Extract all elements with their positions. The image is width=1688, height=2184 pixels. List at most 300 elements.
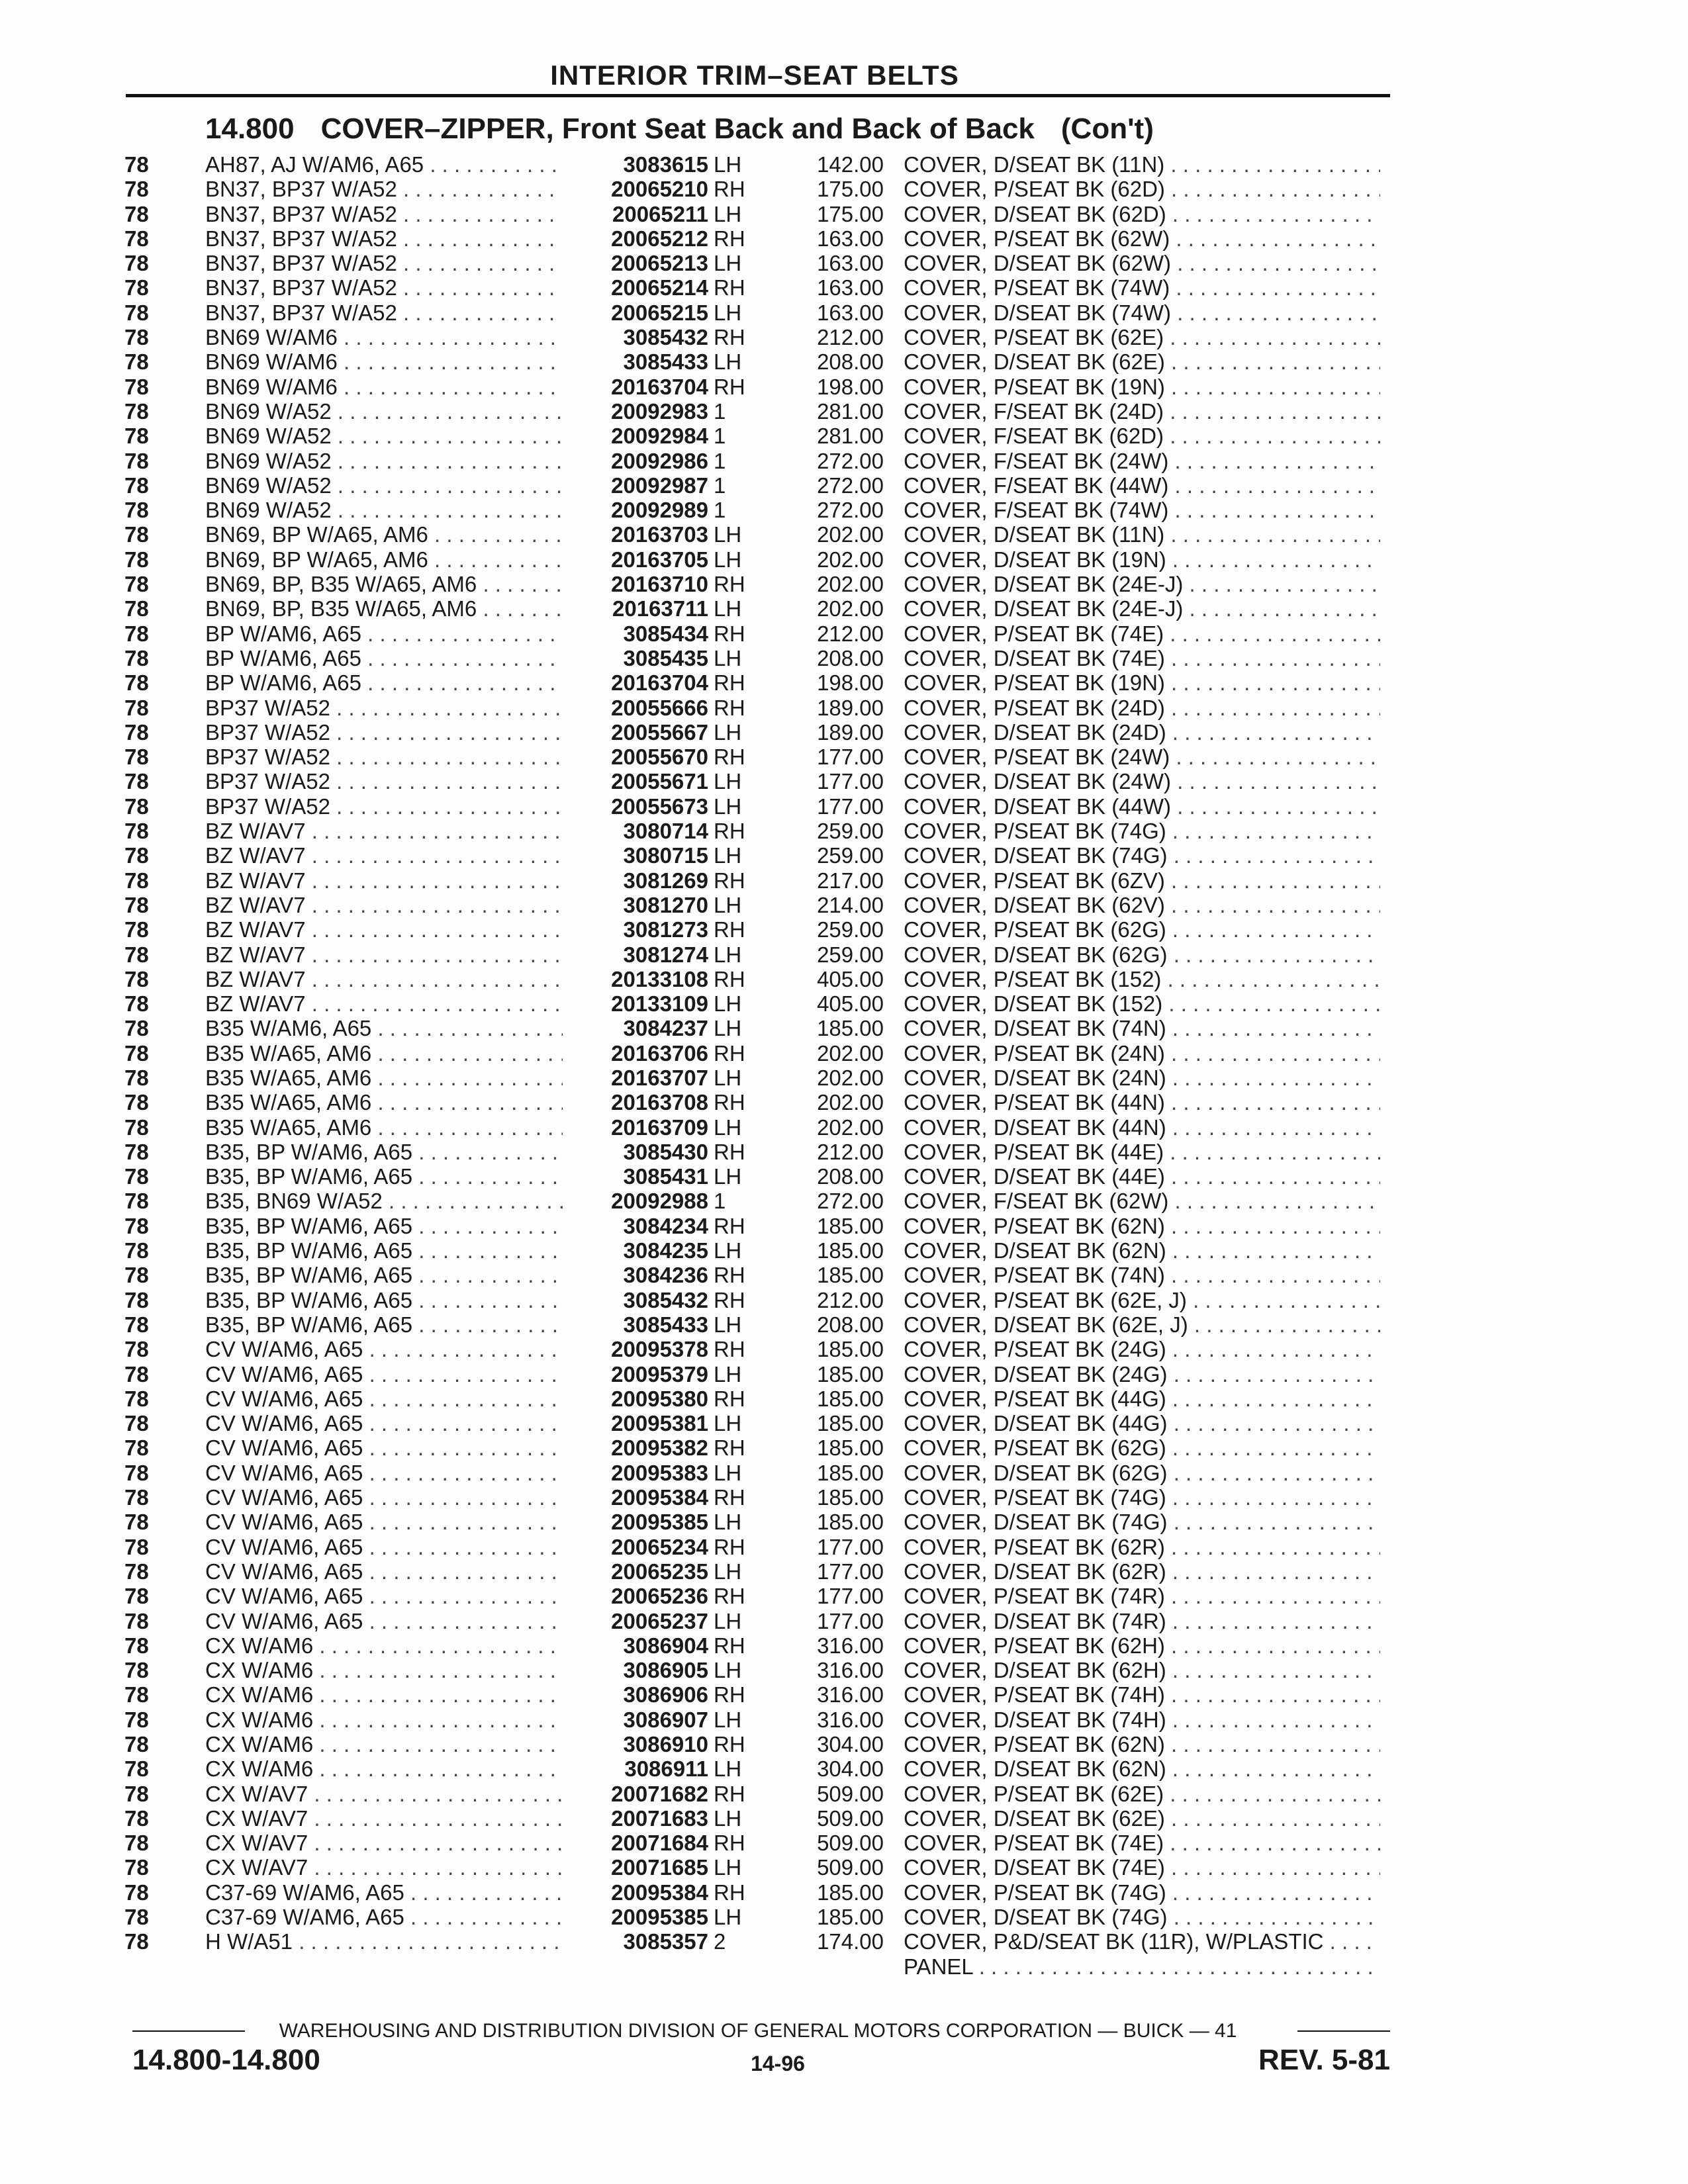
price: 208.00 xyxy=(817,645,884,670)
price: 142.00 xyxy=(817,152,884,177)
part-number: 20055673 xyxy=(566,794,708,819)
price: 202.00 xyxy=(817,1065,884,1090)
part-number: 20055666 xyxy=(566,696,708,720)
table-row xyxy=(0,1115,1688,1140)
description: COVER, D/SEAT BK (62H) . . . xyxy=(904,1658,1380,1682)
page-header: INTERIOR TRIM–SEAT BELTS xyxy=(550,60,959,91)
usage-text: BP W/AM6, A65 . . . xyxy=(205,670,563,695)
figure-number: 78 xyxy=(124,251,149,276)
price: 177.00 xyxy=(817,745,884,770)
quantity: RH xyxy=(714,1633,745,1658)
description: COVER, F/SEAT BK (62W) . . . xyxy=(904,1189,1380,1213)
part-number: 20163704 xyxy=(566,375,708,399)
part-number: 20065214 xyxy=(566,275,708,300)
description: COVER, P/SEAT BK (62N) . . . xyxy=(904,1732,1380,1756)
table-row xyxy=(0,1905,1688,1929)
table-row xyxy=(0,1535,1688,1559)
quantity: RH xyxy=(714,1682,745,1707)
figure-number: 78 xyxy=(124,745,149,770)
usage-text: BZ W/AV7 . . . xyxy=(205,819,563,843)
price: 316.00 xyxy=(817,1707,884,1732)
part-number: 20163704 xyxy=(566,670,708,695)
price: 509.00 xyxy=(817,1855,884,1880)
description: COVER, D/SEAT BK (62N) . . . xyxy=(904,1756,1380,1781)
table-row xyxy=(0,1929,1688,1954)
price: 208.00 xyxy=(817,1312,884,1337)
price: 272.00 xyxy=(817,473,884,498)
table-row xyxy=(0,819,1688,843)
table-row xyxy=(0,1164,1688,1189)
quantity: LH xyxy=(714,152,742,177)
price: 212.00 xyxy=(817,621,884,646)
price: 185.00 xyxy=(817,1880,884,1905)
quantity: LH xyxy=(714,1805,742,1831)
figure-number: 78 xyxy=(124,1929,149,1954)
quantity: RH xyxy=(714,1880,745,1905)
part-number: 3083615 xyxy=(566,152,708,177)
price: 509.00 xyxy=(817,1831,884,1856)
table-row xyxy=(0,1782,1688,1806)
part-number: 20092983 xyxy=(566,399,708,424)
usage-text: CX W/AM6 . . . xyxy=(205,1732,563,1756)
table-row xyxy=(0,769,1688,794)
part-number: 20092984 xyxy=(566,424,708,448)
quantity: 2 xyxy=(714,1929,726,1954)
table-row xyxy=(0,1090,1688,1115)
description: COVER, F/SEAT BK (24W) . . . xyxy=(904,449,1380,473)
part-number: 20163703 xyxy=(566,522,708,547)
figure-number: 78 xyxy=(124,1090,149,1115)
price: 177.00 xyxy=(817,769,884,794)
figure-number: 78 xyxy=(124,275,149,300)
quantity: 1 xyxy=(714,473,726,498)
part-number: 3086905 xyxy=(566,1658,708,1682)
table-row xyxy=(0,1831,1688,1855)
usage-text: CX W/AM6 . . . xyxy=(205,1682,563,1707)
part-number: 20071685 xyxy=(566,1855,708,1880)
part-number: 20065236 xyxy=(566,1584,708,1608)
table-row xyxy=(0,1855,1688,1880)
section-number: 14.800 xyxy=(205,113,295,145)
description: COVER, D/SEAT BK (74G) . . . xyxy=(904,1905,1380,1929)
price: 185.00 xyxy=(817,1238,884,1263)
usage-text: BN69, BP, B35 W/A65, AM6 . . . xyxy=(205,572,563,596)
table-row xyxy=(0,1140,1688,1164)
table-row xyxy=(0,325,1688,349)
price: 212.00 xyxy=(817,325,884,350)
part-number: 20065234 xyxy=(566,1535,708,1559)
usage-text: BN69, BP W/A65, AM6 . . . xyxy=(205,547,563,572)
quantity: RH xyxy=(714,572,745,597)
part-number: 20065210 xyxy=(566,177,708,201)
quantity: LH xyxy=(714,1361,742,1387)
table-row xyxy=(0,1633,1688,1658)
usage-text: BP W/AM6, A65 . . . xyxy=(205,621,563,646)
quantity: LH xyxy=(714,1411,742,1436)
description: COVER, F/SEAT BK (44W) . . . xyxy=(904,473,1380,498)
table-row xyxy=(0,1584,1688,1608)
section-continued: (Con't) xyxy=(1060,113,1154,145)
description: COVER, D/SEAT BK (24E-J) . . . xyxy=(904,572,1380,596)
usage-text: CX W/AM6 . . . xyxy=(205,1707,563,1732)
figure-number: 78 xyxy=(124,670,149,696)
price: 185.00 xyxy=(817,1435,884,1461)
usage-text: CV W/AM6, A65 . . . xyxy=(205,1584,563,1608)
description: COVER, D/SEAT BK (62E, J) . . . xyxy=(904,1312,1380,1337)
footer-division-text: WAREHOUSING AND DISTRIBUTION DIVISION OF GENERAL MOTORS CORPORATION — BUICK — 41 xyxy=(279,2020,1237,2042)
table-row xyxy=(0,547,1688,572)
figure-number: 78 xyxy=(124,868,149,893)
part-number: 20071683 xyxy=(566,1806,708,1831)
usage-text: BP37 W/A52 . . . xyxy=(205,745,563,769)
figure-number: 78 xyxy=(124,1732,149,1756)
table-row xyxy=(0,522,1688,547)
quantity: RH xyxy=(714,325,745,350)
part-number: 20071684 xyxy=(566,1831,708,1855)
usage-text: CV W/AM6, A65 . . . xyxy=(205,1337,563,1361)
usage-text: CV W/AM6, A65 . . . xyxy=(205,1485,563,1510)
table-row xyxy=(0,1510,1688,1534)
price: 177.00 xyxy=(817,1608,884,1633)
figure-number: 78 xyxy=(124,1534,149,1559)
price: 281.00 xyxy=(817,398,884,424)
usage-text: BN69, BP W/A65, AM6 . . . xyxy=(205,522,563,547)
description: COVER, D/SEAT BK (74G) . . . xyxy=(904,1510,1380,1534)
part-number: 3085431 xyxy=(566,1164,708,1189)
description: COVER, D/SEAT BK (152) . . . xyxy=(904,991,1380,1016)
description: COVER, D/SEAT BK (44E) . . . xyxy=(904,1164,1380,1189)
part-number: 3085432 xyxy=(566,325,708,349)
usage-text: B35, BN69 W/A52 . . . xyxy=(205,1189,563,1213)
quantity: RH xyxy=(714,374,745,399)
table-row xyxy=(0,1732,1688,1756)
figure-number: 78 xyxy=(124,991,149,1017)
price: 163.00 xyxy=(817,226,884,251)
part-number: 20092986 xyxy=(566,449,708,473)
figure-number: 78 xyxy=(124,819,149,844)
figure-number: 78 xyxy=(124,794,149,819)
figure-number: 78 xyxy=(124,1189,149,1214)
table-row xyxy=(0,1435,1688,1460)
part-number: 20163707 xyxy=(566,1066,708,1090)
usage-text: CV W/AM6, A65 . . . xyxy=(205,1461,563,1485)
description: COVER, D/SEAT BK (24D) . . . xyxy=(904,720,1380,745)
part-number: 3084237 xyxy=(566,1016,708,1040)
table-row xyxy=(0,152,1688,177)
description: COVER, D/SEAT BK (74W) . . . xyxy=(904,300,1380,325)
usage-text: BN37, BP37 W/A52 . . . xyxy=(205,275,563,300)
usage-text: BZ W/AV7 . . . xyxy=(205,893,563,917)
price: 208.00 xyxy=(817,1164,884,1189)
usage-text: BP37 W/A52 . . . xyxy=(205,794,563,819)
quantity: RH xyxy=(714,177,745,202)
part-number: 20163708 xyxy=(566,1090,708,1115)
usage-text: BZ W/AV7 . . . xyxy=(205,917,563,942)
description: COVER, D/SEAT BK (44W) . . . xyxy=(904,794,1380,819)
table-row xyxy=(0,596,1688,621)
quantity: LH xyxy=(714,596,742,621)
table-row xyxy=(0,794,1688,819)
description: COVER, P/SEAT BK (62G) . . . xyxy=(904,917,1380,942)
table-row xyxy=(0,1214,1688,1238)
usage-text: B35, BP W/AM6, A65 . . . xyxy=(205,1238,563,1263)
part-number: 20095384 xyxy=(566,1880,708,1905)
table-row xyxy=(0,696,1688,720)
figure-number: 78 xyxy=(124,1707,149,1732)
quantity: LH xyxy=(714,1510,742,1535)
description: COVER, P/SEAT BK (74G) . . . xyxy=(904,1880,1380,1905)
description: COVER, P/SEAT BK (74E) . . . xyxy=(904,1831,1380,1855)
description: COVER, D/SEAT BK (62E) . . . xyxy=(904,349,1380,374)
table-row xyxy=(0,572,1688,596)
usage-text: BN37, BP37 W/A52 . . . xyxy=(205,177,563,201)
quantity: RH xyxy=(714,966,745,991)
part-number: 3085357 xyxy=(566,1929,708,1954)
quantity: LH xyxy=(714,942,742,967)
figure-number: 78 xyxy=(124,349,149,375)
description: COVER, P/SEAT BK (19N) . . . xyxy=(904,375,1380,399)
quantity: RH xyxy=(714,1213,745,1238)
part-number: 3081274 xyxy=(566,942,708,967)
part-number: 20095379 xyxy=(566,1362,708,1387)
part-number: 3085433 xyxy=(566,1312,708,1337)
description: COVER, D/SEAT BK (24E-J) . . . xyxy=(904,596,1380,621)
price: 185.00 xyxy=(817,1213,884,1238)
quantity: RH xyxy=(714,275,745,300)
part-number: 20095381 xyxy=(566,1411,708,1435)
usage-text: B35, BP W/AM6, A65 . . . xyxy=(205,1263,563,1287)
description: COVER, F/SEAT BK (24D) . . . xyxy=(904,399,1380,424)
table-row xyxy=(0,1263,1688,1287)
usage-text: B35 W/AM6, A65 . . . xyxy=(205,1016,563,1040)
price: 163.00 xyxy=(817,300,884,325)
quantity: LH xyxy=(714,1460,742,1485)
usage-text: CV W/AM6, A65 . . . xyxy=(205,1510,563,1534)
table-row xyxy=(0,1461,1688,1485)
description: PANEL . . . xyxy=(904,1954,1380,1979)
quantity: RH xyxy=(714,226,745,251)
table-row xyxy=(0,1238,1688,1263)
description: COVER, P/SEAT BK (24W) . . . xyxy=(904,745,1380,769)
table-row xyxy=(0,745,1688,769)
table-row xyxy=(0,202,1688,226)
price: 185.00 xyxy=(817,1460,884,1485)
description: COVER, P/SEAT BK (74G) . . . xyxy=(904,819,1380,843)
quantity: LH xyxy=(714,769,742,794)
quantity: RH xyxy=(714,1287,745,1312)
usage-text: CX W/AV7 . . . xyxy=(205,1855,563,1880)
table-row xyxy=(0,1337,1688,1361)
price: 259.00 xyxy=(817,917,884,942)
part-number: 3081270 xyxy=(566,893,708,917)
part-number: 20055670 xyxy=(566,745,708,769)
quantity: LH xyxy=(714,1016,742,1041)
part-number: 3084235 xyxy=(566,1238,708,1263)
part-number: 20095385 xyxy=(566,1905,708,1929)
usage-text: CX W/AM6 . . . xyxy=(205,1756,563,1781)
usage-text: B35 W/A65, AM6 . . . xyxy=(205,1115,563,1140)
usage-text: BN69 W/AM6 . . . xyxy=(205,325,563,349)
price: 175.00 xyxy=(817,201,884,226)
price: 185.00 xyxy=(817,1905,884,1930)
description: COVER, D/SEAT BK (62V) . . . xyxy=(904,893,1380,917)
figure-number: 78 xyxy=(124,1510,149,1535)
part-number: 3080715 xyxy=(566,843,708,868)
usage-text: CV W/AM6, A65 . . . xyxy=(205,1411,563,1435)
figure-number: 78 xyxy=(124,843,149,868)
usage-text: CX W/AV7 . . . xyxy=(205,1782,563,1806)
figure-number: 78 xyxy=(124,473,149,498)
part-number: 20055667 xyxy=(566,720,708,745)
usage-text: C37-69 W/AM6, A65 . . . xyxy=(205,1905,563,1929)
quantity: LH xyxy=(714,1658,742,1683)
quantity: 1 xyxy=(714,498,726,523)
part-number: 20092987 xyxy=(566,473,708,498)
description: COVER, D/SEAT BK (62D) . . . xyxy=(904,202,1380,226)
price: 185.00 xyxy=(817,1411,884,1436)
quantity: RH xyxy=(714,1435,745,1461)
description: COVER, P/SEAT BK (62W) . . . xyxy=(904,226,1380,251)
figure-number: 78 xyxy=(124,596,149,621)
description: COVER, P/SEAT BK (62E, J) . . . xyxy=(904,1288,1380,1312)
description: COVER, D/SEAT BK (19N) . . . xyxy=(904,547,1380,572)
usage-text: B35, BP W/AM6, A65 . . . xyxy=(205,1312,563,1337)
description: COVER, D/SEAT BK (62G) . . . xyxy=(904,942,1380,967)
figure-number: 78 xyxy=(124,1584,149,1609)
usage-text: BZ W/AV7 . . . xyxy=(205,991,563,1016)
usage-text: BN69 W/A52 . . . xyxy=(205,498,563,522)
usage-text: AH87, AJ W/AM6, A65 . . . xyxy=(205,152,563,177)
usage-text: BN69 W/AM6 . . . xyxy=(205,375,563,399)
figure-number: 78 xyxy=(124,1411,149,1436)
price: 405.00 xyxy=(817,966,884,991)
usage-text: BN37, BP37 W/A52 . . . xyxy=(205,251,563,275)
usage-text: B35 W/A65, AM6 . . . xyxy=(205,1090,563,1115)
footer-section-range: 14.800-14.800 xyxy=(132,2044,320,2076)
table-row xyxy=(0,473,1688,498)
usage-text: BZ W/AV7 . . . xyxy=(205,868,563,893)
figure-number: 78 xyxy=(124,1040,149,1066)
price: 174.00 xyxy=(817,1929,884,1954)
description: COVER, P/SEAT BK (74N) . . . xyxy=(904,1263,1380,1287)
part-number: 3085435 xyxy=(566,646,708,670)
price: 185.00 xyxy=(817,1510,884,1535)
part-number: 20163710 xyxy=(566,572,708,596)
quantity: LH xyxy=(714,719,742,745)
part-number: 20065213 xyxy=(566,251,708,275)
price: 281.00 xyxy=(817,424,884,449)
part-number: 3085432 xyxy=(566,1288,708,1312)
figure-number: 78 xyxy=(124,1485,149,1510)
figure-number: 78 xyxy=(124,300,149,325)
description: COVER, P/SEAT BK (24N) . . . xyxy=(904,1041,1380,1066)
quantity: LH xyxy=(714,991,742,1017)
price: 185.00 xyxy=(817,1263,884,1288)
part-number: 3086906 xyxy=(566,1682,708,1707)
figure-number: 78 xyxy=(124,1361,149,1387)
price: 272.00 xyxy=(817,448,884,473)
price: 304.00 xyxy=(817,1732,884,1756)
quantity: LH xyxy=(714,1707,742,1732)
usage-text: CV W/AM6, A65 . . . xyxy=(205,1387,563,1411)
figure-number: 78 xyxy=(124,152,149,177)
table-row xyxy=(0,1682,1688,1707)
description: COVER, P/SEAT BK (74R) . . . xyxy=(904,1584,1380,1608)
figure-number: 78 xyxy=(124,942,149,967)
part-number: 3081273 xyxy=(566,917,708,942)
figure-number: 78 xyxy=(124,1880,149,1905)
description: COVER, P/SEAT BK (24D) . . . xyxy=(904,696,1380,720)
table-row xyxy=(0,424,1688,448)
price: 177.00 xyxy=(817,1534,884,1559)
usage-text: BZ W/AV7 . . . xyxy=(205,843,563,868)
figure-number: 78 xyxy=(124,572,149,597)
price: 509.00 xyxy=(817,1781,884,1806)
description: COVER, D/SEAT BK (62G) . . . xyxy=(904,1461,1380,1485)
part-number: 20065212 xyxy=(566,226,708,251)
part-number: 3085430 xyxy=(566,1140,708,1164)
part-number: 20163705 xyxy=(566,547,708,572)
usage-text: B35 W/A65, AM6 . . . xyxy=(205,1041,563,1066)
part-number: 20095384 xyxy=(566,1485,708,1510)
usage-text: BP37 W/A52 . . . xyxy=(205,696,563,720)
quantity: RH xyxy=(714,1263,745,1288)
table-row xyxy=(0,720,1688,745)
description: COVER, D/SEAT BK (62N) . . . xyxy=(904,1238,1380,1263)
table-row xyxy=(0,1806,1688,1831)
quantity: RH xyxy=(714,868,745,893)
part-number: 3086911 xyxy=(566,1756,708,1781)
description: COVER, D/SEAT BK (11N) . . . xyxy=(904,522,1380,547)
price: 316.00 xyxy=(817,1633,884,1658)
header-rule xyxy=(126,94,1390,97)
quantity: RH xyxy=(714,1337,745,1362)
price: 202.00 xyxy=(817,1040,884,1066)
usage-text: H W/A51 . . . xyxy=(205,1929,563,1954)
figure-number: 78 xyxy=(124,719,149,745)
table-row xyxy=(0,646,1688,670)
usage-text: CV W/AM6, A65 . . . xyxy=(205,1362,563,1387)
footer-page-number: 14-96 xyxy=(751,2052,805,2075)
table-row xyxy=(0,942,1688,967)
usage-text: CV W/AM6, A65 . . . xyxy=(205,1609,563,1633)
figure-number: 78 xyxy=(124,1608,149,1633)
description: COVER, P/SEAT BK (6ZV) . . . xyxy=(904,868,1380,893)
part-number: 20163706 xyxy=(566,1041,708,1066)
price: 163.00 xyxy=(817,275,884,300)
part-number: 20095380 xyxy=(566,1387,708,1411)
table-row xyxy=(0,1312,1688,1337)
part-number: 3086907 xyxy=(566,1707,708,1732)
usage-text: BN37, BP37 W/A52 . . . xyxy=(205,202,563,226)
price: 202.00 xyxy=(817,572,884,597)
figure-number: 78 xyxy=(124,498,149,523)
price: 212.00 xyxy=(817,1287,884,1312)
description: COVER, P/SEAT BK (74W) . . . xyxy=(904,275,1380,300)
price: 185.00 xyxy=(817,1361,884,1387)
price: 185.00 xyxy=(817,1485,884,1510)
price: 405.00 xyxy=(817,991,884,1017)
price: 177.00 xyxy=(817,1584,884,1609)
part-number: 20071682 xyxy=(566,1782,708,1806)
figure-number: 78 xyxy=(124,522,149,547)
figure-number: 78 xyxy=(124,547,149,572)
part-number: 20095378 xyxy=(566,1337,708,1361)
description: COVER, F/SEAT BK (62D) . . . xyxy=(904,424,1380,448)
quantity: LH xyxy=(714,300,742,325)
table-row xyxy=(0,1658,1688,1682)
usage-text: CX W/AV7 . . . xyxy=(205,1831,563,1855)
